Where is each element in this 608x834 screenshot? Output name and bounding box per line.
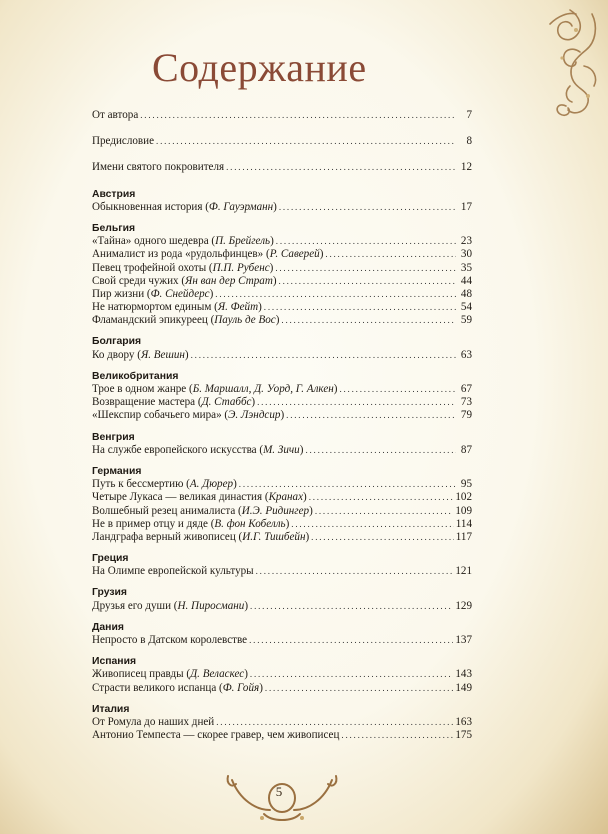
entry-page-number: 30 bbox=[460, 248, 472, 261]
entry-title bbox=[92, 729, 339, 742]
dot-leader bbox=[291, 518, 453, 531]
dot-leader bbox=[276, 235, 456, 248]
entry-author: М. Зичи bbox=[263, 443, 300, 456]
entry-title bbox=[92, 491, 307, 504]
entry-author: Ф. Снейдерс bbox=[150, 287, 210, 300]
dot-leader bbox=[215, 288, 456, 301]
entry-title bbox=[92, 634, 247, 647]
entry-page-number: 12 bbox=[460, 161, 472, 174]
entry-text: Имени святого покровителя bbox=[92, 161, 225, 174]
dot-leader bbox=[286, 409, 456, 422]
entry-close-paren: ) bbox=[251, 396, 256, 409]
entry-close-paren: ) bbox=[258, 301, 262, 314]
dot-leader bbox=[191, 349, 456, 362]
entry-author: П.П. Рубенс bbox=[212, 261, 270, 274]
toc-entry bbox=[92, 478, 472, 491]
dot-leader bbox=[309, 491, 454, 504]
country-heading: Бельгия bbox=[92, 222, 136, 234]
entry-close-paren: ) bbox=[259, 681, 263, 694]
dot-leader bbox=[250, 668, 453, 681]
page-number: 5 bbox=[275, 784, 283, 799]
entry-title bbox=[92, 135, 154, 148]
entry-text: Живописец правды ( bbox=[92, 668, 191, 681]
entry-title bbox=[92, 301, 262, 314]
country-heading: Грузия bbox=[92, 587, 127, 599]
entry-page-number: 129 bbox=[455, 599, 472, 612]
entry-text: «Тайна» одного шедевра ( bbox=[92, 235, 216, 248]
entry-page-number: 44 bbox=[460, 274, 472, 287]
entry-author: Р. Саверей bbox=[269, 248, 320, 261]
entry-author: Д. Стаббс bbox=[201, 396, 252, 409]
entry-page-number: 143 bbox=[455, 668, 472, 681]
entry-text: Ко двору ( bbox=[92, 348, 141, 361]
toc-entry bbox=[92, 349, 472, 362]
entry-author: И.Г. Тишбейн bbox=[242, 530, 306, 543]
country-heading: Италия bbox=[92, 703, 130, 715]
toc-entry bbox=[92, 262, 472, 275]
dot-leader bbox=[216, 716, 453, 729]
entry-page-number: 175 bbox=[455, 729, 472, 742]
entry-page-number: 79 bbox=[460, 409, 472, 422]
entry-title bbox=[92, 505, 313, 518]
entry-author: Б. Маршалл, Д. Уорд, Г. Алкен bbox=[192, 383, 334, 395]
entry-text: На службе европейского искусства ( bbox=[92, 443, 264, 456]
entry-close-paren: ) bbox=[299, 443, 304, 456]
entry-text: Фламандский эпикуреец ( bbox=[92, 314, 215, 327]
dot-leader bbox=[226, 161, 456, 174]
dot-leader bbox=[264, 301, 456, 314]
entry-title bbox=[92, 109, 138, 122]
entry-text: Ландграфа верный живописец ( bbox=[92, 530, 243, 543]
entry-title bbox=[92, 518, 289, 531]
entry-title bbox=[92, 248, 323, 261]
entry-text: Певец трофейной охоты ( bbox=[92, 261, 213, 274]
entry-text: Четыре Лукаса — великая династия ( bbox=[92, 491, 269, 504]
entry-page-number: 54 bbox=[460, 301, 472, 314]
dot-leader bbox=[256, 565, 454, 578]
entry-page-number: 48 bbox=[460, 287, 472, 300]
entry-title bbox=[92, 288, 213, 301]
toc-entry bbox=[92, 235, 472, 248]
entry-page-number: 63 bbox=[460, 348, 472, 361]
entry-text: Волшебный резец анималиста ( bbox=[92, 504, 242, 517]
dot-leader bbox=[311, 531, 454, 544]
entry-page-number: 121 bbox=[455, 565, 472, 578]
country-heading: Дания bbox=[92, 621, 124, 633]
entry-close-paren: ) bbox=[184, 348, 189, 361]
entry-text: Обыкновенная история ( bbox=[92, 200, 209, 213]
dot-leader bbox=[156, 135, 456, 148]
toc-entry bbox=[92, 314, 472, 327]
entry-author: В. фон Кобелль bbox=[214, 517, 286, 530]
entry-text: Страсти великого испанца ( bbox=[92, 681, 223, 694]
toc-entry bbox=[92, 531, 472, 544]
entry-author: И.Э. Ридингер bbox=[241, 504, 310, 517]
toc-entry bbox=[92, 600, 472, 613]
toc-entry bbox=[92, 682, 472, 695]
entry-title bbox=[92, 201, 277, 214]
toc-entry bbox=[92, 716, 472, 729]
entry-text: Анималист из рода «рудольфинцев» ( bbox=[92, 248, 270, 261]
entry-page-number: 87 bbox=[460, 443, 472, 456]
entry-close-paren: ) bbox=[269, 261, 274, 274]
entry-author: Кранах bbox=[268, 491, 303, 504]
toc-entry bbox=[92, 301, 472, 314]
page-title: Содержание bbox=[152, 45, 367, 90]
entry-title bbox=[92, 478, 237, 491]
entry-close-paren: ) bbox=[275, 314, 280, 327]
entry-close-paren: ) bbox=[305, 530, 310, 543]
dot-leader bbox=[341, 729, 453, 742]
entry-page-number: 137 bbox=[455, 634, 472, 646]
toc-entry bbox=[92, 729, 472, 742]
entry-title bbox=[92, 716, 214, 729]
toc-entry bbox=[92, 135, 472, 148]
toc-entry bbox=[92, 565, 472, 578]
toc-entry bbox=[92, 668, 472, 681]
entry-close-paren: ) bbox=[270, 235, 274, 248]
entry-title bbox=[92, 409, 284, 422]
dot-leader bbox=[281, 314, 456, 327]
entry-author: Я. Фейт bbox=[217, 301, 259, 314]
entry-text: Не в пример отцу и дяде ( bbox=[92, 517, 215, 530]
entry-close-paren: ) bbox=[319, 248, 324, 261]
entry-page-number: 73 bbox=[460, 396, 472, 409]
dot-leader bbox=[257, 396, 456, 409]
entry-page-number: 114 bbox=[455, 517, 472, 530]
entry-page-number: 17 bbox=[460, 200, 472, 213]
corner-flourish-icon bbox=[510, 6, 602, 126]
entry-title bbox=[92, 383, 337, 396]
toc-entry bbox=[92, 634, 472, 647]
dot-leader bbox=[339, 383, 456, 396]
entry-page-number: 7 bbox=[466, 109, 472, 121]
entry-page-number: 95 bbox=[460, 478, 472, 491]
dot-leader bbox=[249, 634, 453, 647]
entry-page-number: 35 bbox=[460, 261, 472, 274]
entry-close-paren: ) bbox=[309, 504, 313, 517]
dot-leader bbox=[279, 201, 456, 214]
entry-text: Предисловие bbox=[92, 135, 155, 148]
entry-title bbox=[92, 668, 248, 681]
country-heading: Венгрия bbox=[92, 431, 135, 443]
entry-author: Ф. Гауэрманн bbox=[208, 200, 274, 213]
entry-title bbox=[92, 161, 224, 174]
entry-author: Я. Вешин bbox=[140, 348, 185, 361]
dot-leader bbox=[305, 444, 456, 457]
toc-entry bbox=[92, 409, 472, 422]
entry-close-paren: ) bbox=[244, 668, 248, 681]
entry-text: Возвращение мастера ( bbox=[92, 396, 202, 409]
dot-leader bbox=[250, 600, 453, 613]
entry-title bbox=[92, 531, 309, 544]
country-heading: Германия bbox=[92, 465, 142, 477]
entry-text: Не натюрмортом единым ( bbox=[92, 301, 218, 314]
table-of-contents bbox=[92, 109, 472, 742]
dot-leader bbox=[325, 248, 456, 261]
entry-text: На Олимпе европейской культуры bbox=[92, 565, 254, 578]
entry-text: Антонио Темпеста — скорее гравер, чем живописец bbox=[92, 729, 340, 742]
entry-page-number: 102 bbox=[455, 491, 472, 504]
entry-title bbox=[92, 444, 303, 457]
entry-page-number: 117 bbox=[455, 530, 472, 543]
entry-close-paren: ) bbox=[280, 409, 285, 422]
entry-page-number: 8 bbox=[466, 135, 472, 148]
toc-entry bbox=[92, 491, 472, 504]
entry-text: «Шекспир собачьего мира» ( bbox=[92, 409, 229, 422]
toc-entry bbox=[92, 275, 472, 288]
dot-leader bbox=[265, 682, 453, 695]
entry-title bbox=[92, 396, 255, 409]
entry-page-number: 59 bbox=[460, 314, 472, 327]
entry-text: Друзья его души ( bbox=[92, 599, 178, 612]
entry-close-paren: ) bbox=[209, 287, 214, 300]
entry-title bbox=[92, 565, 254, 578]
entry-title bbox=[92, 682, 263, 695]
dot-leader bbox=[279, 275, 456, 288]
toc-entry bbox=[92, 396, 472, 409]
toc-entry bbox=[92, 161, 472, 174]
entry-author: П. Брейгель bbox=[215, 235, 271, 248]
toc-entry bbox=[92, 288, 472, 301]
entry-page-number: 163 bbox=[455, 715, 472, 728]
entry-text: Пир жизни ( bbox=[92, 287, 151, 300]
toc-entry bbox=[92, 109, 472, 122]
entry-author: А. Дюрер bbox=[189, 478, 234, 491]
entry-text: Непросто в Датском королевстве bbox=[92, 634, 248, 646]
entry-author: Ф. Гойя bbox=[222, 681, 260, 694]
entry-close-paren: ) bbox=[233, 478, 237, 491]
entry-page-number: 109 bbox=[455, 504, 472, 517]
entry-author: Н. Пиросмани bbox=[177, 599, 245, 612]
entry-text: Трое в одном жанре ( bbox=[92, 383, 193, 395]
dot-leader bbox=[275, 262, 456, 275]
entry-title bbox=[92, 349, 189, 362]
entry-close-paren: ) bbox=[273, 200, 277, 213]
entry-close-paren: ) bbox=[272, 274, 277, 287]
entry-close-paren: ) bbox=[244, 599, 249, 612]
toc-entry bbox=[92, 444, 472, 457]
country-heading: Великобритания bbox=[92, 370, 179, 382]
country-heading: Болгария bbox=[92, 336, 142, 348]
entry-author: Пауль де Вос bbox=[214, 314, 276, 327]
entry-text: Свой среди чужих ( bbox=[92, 274, 186, 287]
dot-leader bbox=[315, 505, 454, 518]
entry-text: От Ромула до наших дней bbox=[92, 715, 215, 728]
dot-leader bbox=[239, 478, 456, 491]
entry-close-paren: ) bbox=[285, 517, 290, 530]
entry-page-number: 67 bbox=[460, 383, 472, 395]
entry-text: От автора bbox=[92, 109, 139, 121]
entry-page-number: 149 bbox=[455, 681, 472, 694]
entry-close-paren: ) bbox=[303, 491, 307, 504]
country-heading: Греция bbox=[92, 553, 129, 565]
dot-leader bbox=[140, 109, 456, 122]
entry-title bbox=[92, 262, 273, 275]
entry-author: Э. Лэндсир bbox=[228, 409, 281, 422]
toc-entry bbox=[92, 248, 472, 261]
toc-entry bbox=[92, 383, 472, 396]
entry-title bbox=[92, 314, 279, 327]
entry-page-number: 23 bbox=[460, 235, 472, 248]
entry-text: Путь к бессмертию ( bbox=[92, 478, 190, 491]
country-heading: Испания bbox=[92, 656, 137, 668]
entry-author: Д. Веласкес bbox=[190, 668, 245, 681]
entry-title bbox=[92, 235, 274, 248]
country-heading: Австрия bbox=[92, 188, 136, 200]
toc-entry bbox=[92, 518, 472, 531]
entry-close-paren: ) bbox=[333, 383, 338, 395]
toc-entry bbox=[92, 505, 472, 518]
entry-title bbox=[92, 275, 277, 288]
entry-title bbox=[92, 600, 248, 613]
toc-entry bbox=[92, 201, 472, 214]
entry-author: Ян ван дер Страт bbox=[185, 274, 273, 287]
